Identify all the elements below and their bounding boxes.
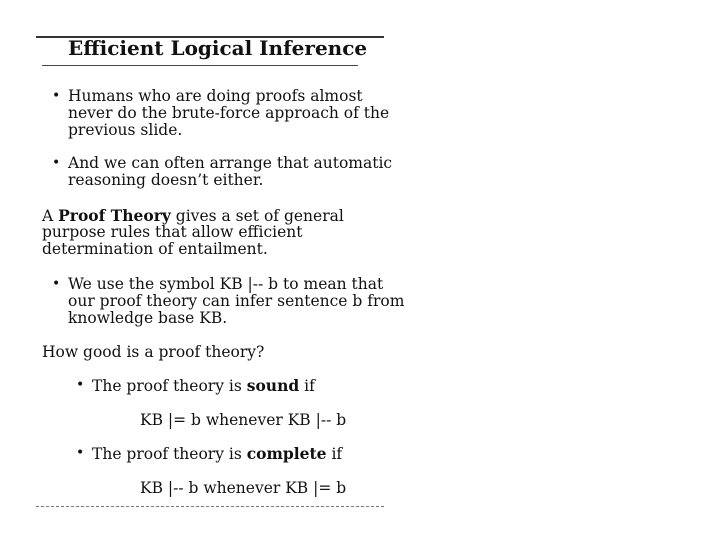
paragraph-suffix: gives a set of general — [170, 207, 344, 225]
paragraph-prefix: A — [42, 207, 59, 225]
sound-prefix: The proof theory is — [92, 377, 247, 395]
bullet-marker: • — [76, 377, 85, 393]
bullet-line: And we can often arrange that automatic — [68, 154, 393, 172]
bullet-marker: • — [52, 155, 61, 171]
bullet-line: reasoning doesn’t either. — [68, 171, 264, 189]
complete-line — [92, 445, 342, 463]
paragraph-line: determination of entailment. — [42, 240, 268, 258]
sound-line — [92, 377, 315, 395]
question-heading: How good is a proof theory? — [42, 343, 265, 361]
complete-term: complete — [246, 444, 327, 463]
slide — [36, 34, 405, 510]
bullet-line: never do the brute-force approach of the — [68, 104, 390, 122]
bullet-line: previous slide. — [68, 121, 183, 139]
bullet-line: our proof theory can infer sentence b from — [68, 292, 405, 310]
bullet-marker: • — [52, 88, 61, 104]
sound-term: sound — [246, 376, 300, 395]
paragraph-line: purpose rules that allow efficient — [42, 223, 303, 241]
bullet-line: knowledge base KB. — [68, 309, 228, 327]
title-underline — [42, 65, 358, 66]
complete-prefix: The proof theory is — [92, 445, 247, 463]
bullet-line: Humans who are doing proofs almost — [68, 87, 363, 105]
bullet-line: We use the symbol KB |-- b to mean that — [68, 275, 384, 293]
proof-theory-term: Proof Theory — [58, 206, 171, 225]
bullet-marker: • — [52, 276, 61, 292]
sound-suffix: if — [299, 377, 315, 395]
slide-title: Efficient Logical Inference — [68, 36, 368, 60]
complete-formula: KB |-- b whenever KB |= b — [140, 479, 347, 497]
bottom-rule — [36, 506, 384, 507]
sound-formula: KB |= b whenever KB |-- b — [140, 411, 347, 429]
bullet-marker: • — [76, 445, 85, 461]
complete-suffix: if — [326, 445, 343, 463]
